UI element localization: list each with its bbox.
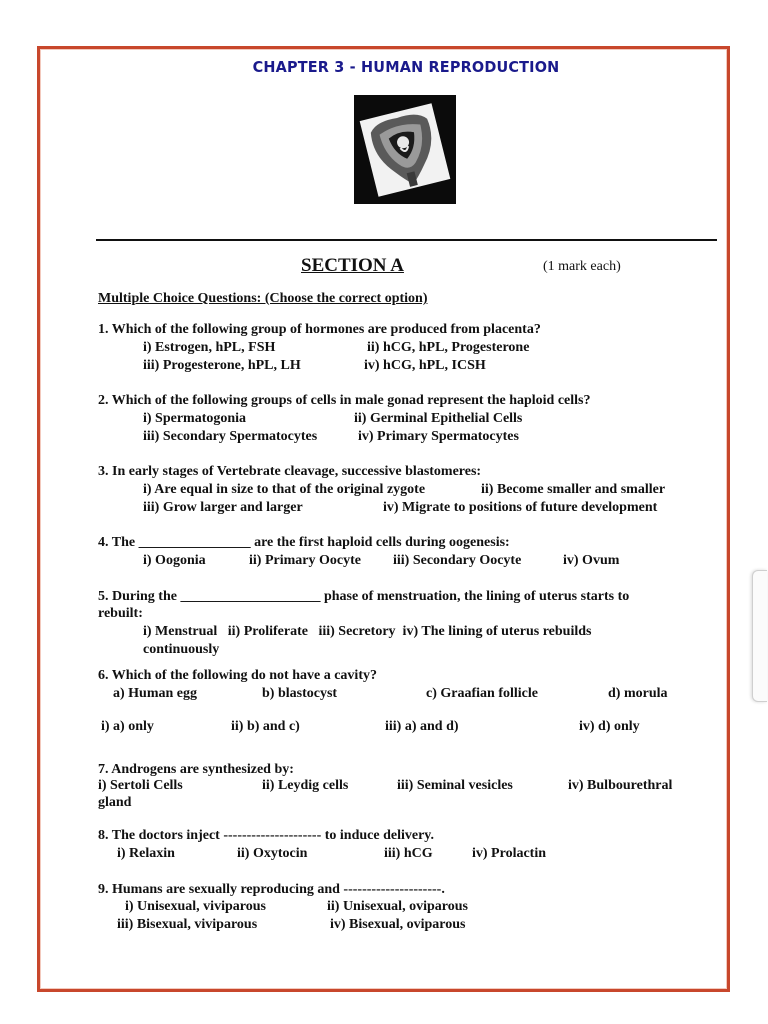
q7-option-ii: ii) Leydig cells <box>262 778 349 793</box>
section-divider <box>96 239 717 241</box>
q5-options-line-2: continuously <box>143 642 220 657</box>
q7-option-iii: iii) Seminal vesicles <box>397 778 513 793</box>
q5-options-line-1: i) Menstrual ii) Proliferate iii) Secretory iv) The lining of uterus rebuilds <box>143 624 592 639</box>
q8-option-iii: iii) hCG <box>384 846 433 861</box>
q6-item-b: b) blastocyst <box>262 686 338 701</box>
q2-option-iv: iv) Primary Spermatocytes <box>358 429 519 444</box>
q4-option-iv: iv) Ovum <box>563 553 620 568</box>
q7-option-i: i) Sertoli Cells <box>98 778 183 793</box>
question-1: 1. Which of the following group of hormones are produced from placenta? <box>98 322 541 337</box>
q3-option-iii: iii) Grow larger and larger <box>143 500 303 515</box>
q8-option-i: i) Relaxin <box>117 846 175 861</box>
mcq-heading: Multiple Choice Questions: (Choose the correct option) <box>98 291 428 306</box>
question-5-line-1: 5. During the ____________________ phase of menstruation, the lining of uterus starts to <box>98 589 630 604</box>
q2-option-i: i) Spermatogonia <box>143 411 247 426</box>
q8-option-ii: ii) Oxytocin <box>237 846 308 861</box>
section-title: SECTION A <box>301 255 404 276</box>
q6-item-c: c) Graafian follicle <box>426 686 538 701</box>
q4-option-ii: ii) Primary Oocyte <box>249 553 361 568</box>
chapter-title: CHAPTER 3 - HUMAN REPRODUCTION <box>252 58 560 76</box>
question-8: 8. The doctors inject --------------------- to induce delivery. <box>98 828 435 843</box>
q3-option-i: i) Are equal in size to that of the original zygote <box>143 482 426 497</box>
q6-option-ii: ii) b) and c) <box>231 719 300 734</box>
uterus-diagram-image <box>354 95 456 204</box>
q4-option-iii: iii) Secondary Oocyte <box>393 553 522 568</box>
q3-option-iv: iv) Migrate to positions of future development <box>383 500 658 515</box>
q6-option-iv: iv) d) only <box>579 719 640 734</box>
q2-option-iii: iii) Secondary Spermatocytes <box>143 429 318 444</box>
q9-option-i: i) Unisexual, viviparous <box>125 899 266 914</box>
q2-option-ii: ii) Germinal Epithelial Cells <box>354 411 523 426</box>
q1-option-iv: iv) hCG, hPL, ICSH <box>364 358 486 373</box>
question-5-line-2: rebuilt: <box>98 606 143 621</box>
q4-option-i: i) Oogonia <box>143 553 206 568</box>
q7-option-iv: iv) Bulbourethral <box>568 778 673 793</box>
side-scroll-handle[interactable] <box>752 570 767 702</box>
q1-option-i: i) Estrogen, hPL, FSH <box>143 340 276 355</box>
marks-note: (1 mark each) <box>543 259 621 274</box>
q1-option-ii: ii) hCG, hPL, Progesterone <box>367 340 530 355</box>
q9-option-iii: iii) Bisexual, viviparous <box>117 917 258 932</box>
question-6: 6. Which of the following do not have a cavity? <box>98 668 377 683</box>
q3-option-ii: ii) Become smaller and smaller <box>481 482 666 497</box>
q7-option-iv-wrap: gland <box>98 795 132 810</box>
question-2: 2. Which of the following groups of cells in male gonad represent the haploid cells? <box>98 393 591 408</box>
q9-option-ii: ii) Unisexual, oviparous <box>327 899 468 914</box>
q6-option-i: i) a) only <box>101 719 154 734</box>
q8-option-iv: iv) Prolactin <box>472 846 547 861</box>
q9-option-iv: iv) Bisexual, oviparous <box>330 917 466 932</box>
q6-item-d: d) morula <box>608 686 668 701</box>
question-3: 3. In early stages of Vertebrate cleavage, successive blastomeres: <box>98 464 482 479</box>
q6-option-iii: iii) a) and d) <box>385 719 459 734</box>
question-9: 9. Humans are sexually reproducing and ---------------------. <box>98 882 445 897</box>
question-4: 4. The ________________ are the first haploid cells during oogenesis: <box>98 535 510 550</box>
question-7: 7. Androgens are synthesized by: <box>98 762 294 777</box>
q1-option-iii: iii) Progesterone, hPL, LH <box>143 358 301 373</box>
q6-item-a: a) Human egg <box>113 686 197 701</box>
